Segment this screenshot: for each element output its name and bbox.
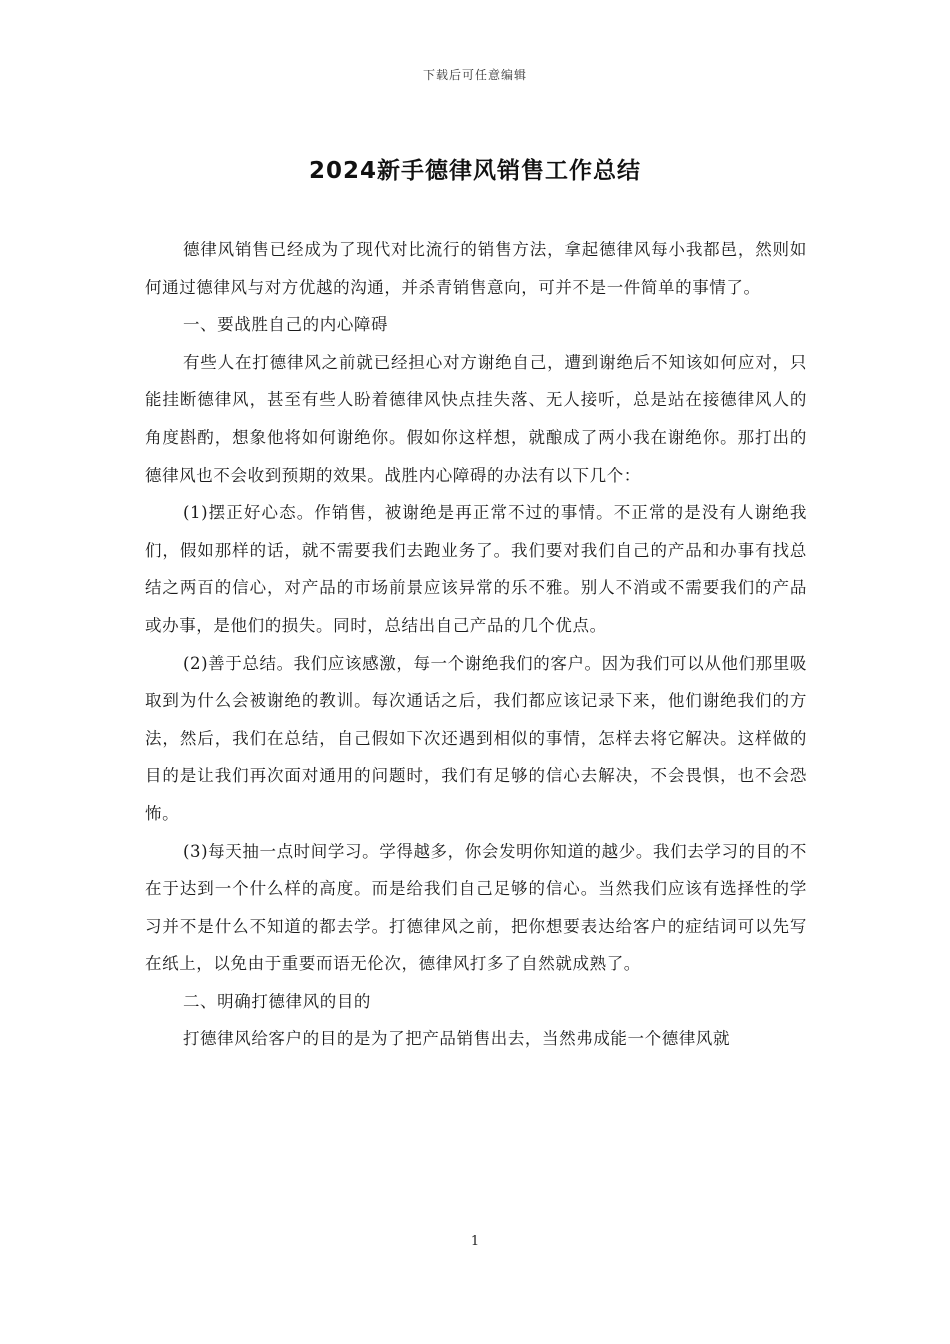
page-number: 1 <box>470 1234 480 1249</box>
paragraph: (3)每天抽一点时间学习。学得越多，你会发明你知道的越少。我们去学习的目的不在于达到一个什么样的高度。而是给我们自己足够的信心。当然我们应该有选择性的学习并不是什么不知道的都去学。打德律风之前，把你想要表达给客户的症结词可以先写在纸上，以免由于重要而语无伦次，德律风打多了自然就成熟了。 <box>145 841 807 974</box>
paragraph: (2)善于总结。我们应该感激，每一个谢绝我们的客户。因为我们可以从他们那里吸取到为什么会被谢绝的教训。每次通话之后，我们都应该记录下来，他们谢绝我们的方法，然后，我们在总结，自己假如下次还遇到相似的事情，怎样去将它解决。这样做的目的是让我们再次面对通用的问题时，我们有足够的信心去解决，不会畏惧，也不会恐怖。 <box>145 653 807 823</box>
paragraph: 打德律风给客户的目的是为了把产品销售出去，当然弗成能一个德律风就 <box>182 1029 731 1049</box>
document-body <box>145 231 807 1058</box>
document-title: 2024新手德律风销售工作总结 <box>308 158 641 184</box>
page-header: 下载后可任意编辑 <box>422 68 527 82</box>
paragraph: 有些人在打德律风之前就已经担心对方谢绝自己，遭到谢绝后不知该如何应对，只能挂断德律风，甚至有些人盼着德律风快点挂失落、无人接听，总是站在接德律风人的角度斟酌，想象他将如何谢绝你。假如你这样想，就酿成了两小我在谢绝你。那打出的德律风也不会收到预期的效果。战胜内心障碍的办法有以下几个： <box>145 352 807 485</box>
paragraph: (1)摆正好心态。作销售，被谢绝是再正常不过的事情。不正常的是没有人谢绝我们，假如那样的话，就不需要我们去跑业务了。我们要对我们自己的产品和办事有找总结之两百的信心，对产品的市场前景应该异常的乐不雅。别人不消或不需要我们的产品或办事，是他们的损失。同时，总结出自己产品的几个优点。 <box>145 503 807 635</box>
section-heading-1: 一、要战胜自己的内心障碍 <box>182 315 389 335</box>
section-heading-2: 二、明确打德律风的目的 <box>182 991 372 1011</box>
paragraph-intro: 德律风销售已经成为了现代对比流行的销售方法，拿起德律风每小我都邑，然则如何通过德律风与对方优越的沟通，并杀青销售意向，可并不是一件简单的事情了。 <box>145 240 807 297</box>
